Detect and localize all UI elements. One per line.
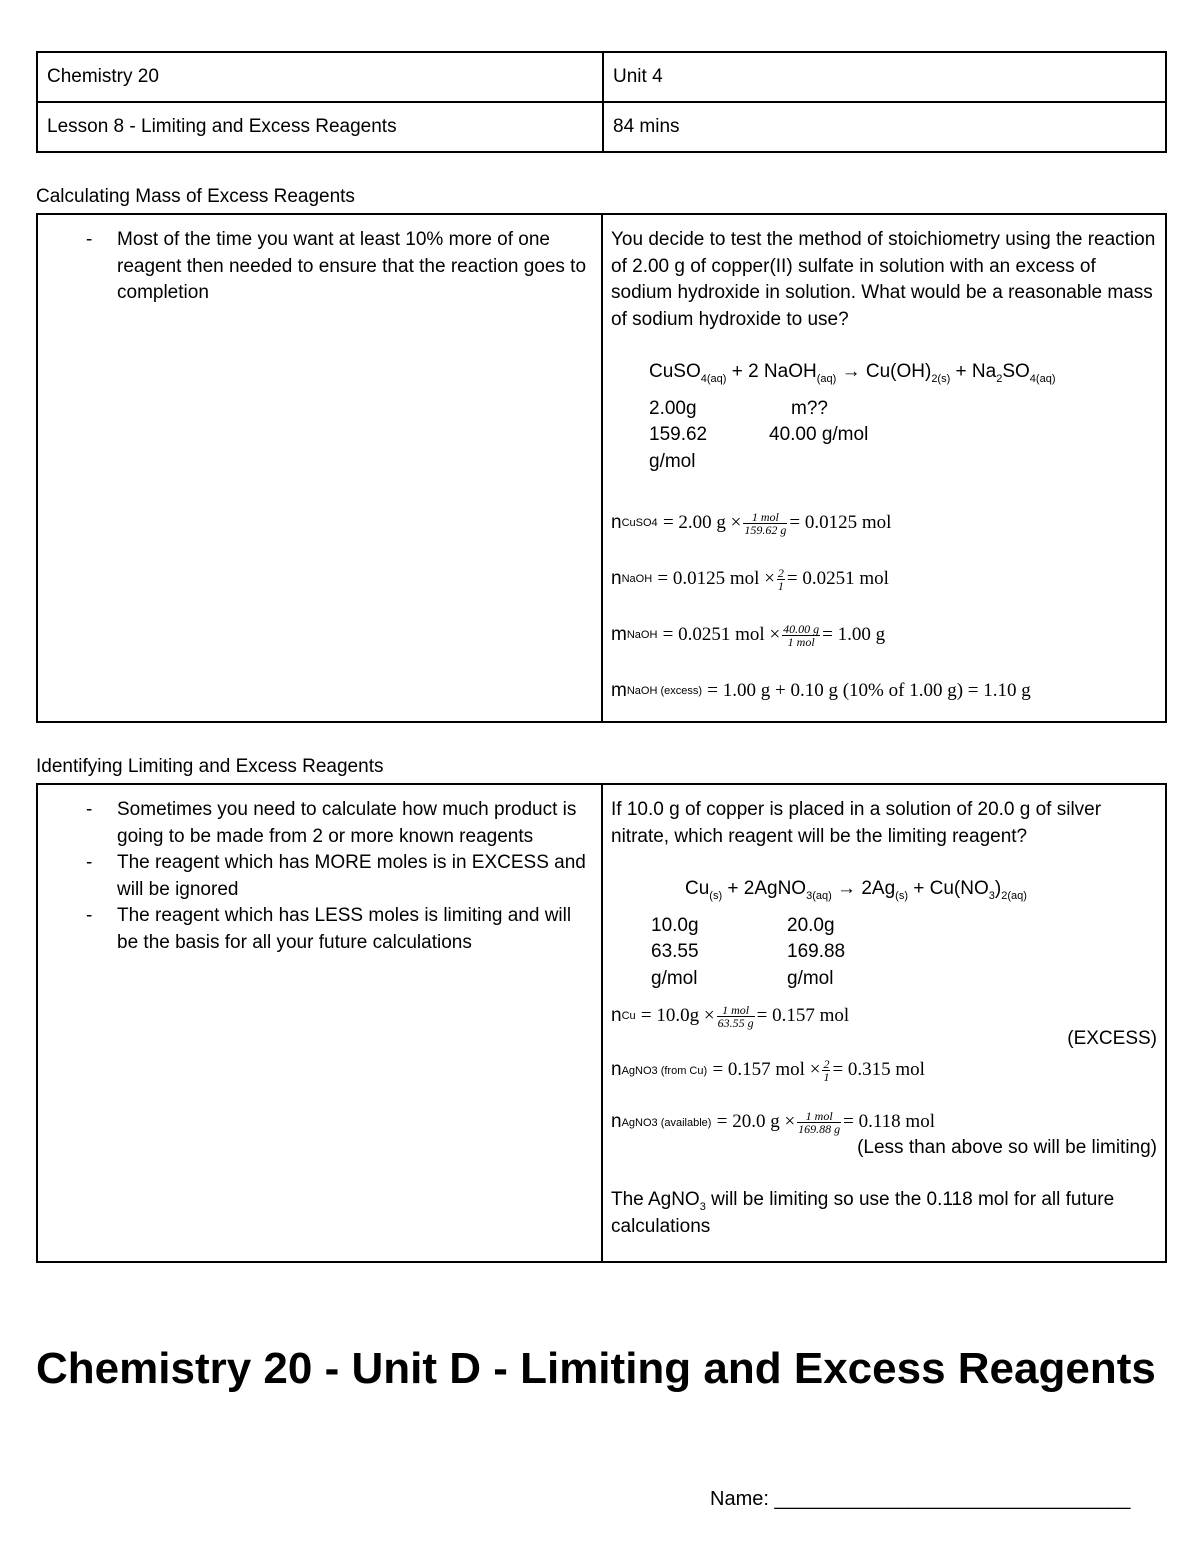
conclusion-text: The AgNO$_3$ will be limiting so use the 0.118 mol for all future calculations [611,1189,1115,1237]
course-cell: Chemistry 20 [37,52,603,102]
note-bullet: - Sometimes you need to calculate how much product is going to be made from 2 or more known reagents [46,797,593,850]
given-values: 2.00g m?? 159.62 40.00 g/mol g/mol [649,397,869,472]
name-field[interactable]: Name: ________________________________ [710,1488,1131,1510]
given-values: 10.0g 20.0g 63.55 169.88 g/mol g/mol [651,914,846,989]
question-text: If 10.0 g of copper is placed in a solution of 20.0 g of silver nitrate, which reagent will be the limiting reagent? [611,799,1102,847]
chemical-equation: CuSO$_{4(aq)}$ + 2 NaOH$_{(aq)}$ → $Cu(OH)_{2(s)} + Na_2SO_{4(aq)}$ [649,361,1056,385]
calc-n-agno3-available: n AgNO3 (available) = 20.0 g × $\frac{\text{1 mol}}{169.88 g}$ = 0.118 mol [611,1109,935,1136]
limiting-note: (Less than above so will be limiting) [857,1136,1157,1158]
document-title: Chemistry 20 - Unit D - Limiting and Excess Reagents [36,1344,1156,1393]
calc-n-cu: n Cu = 10.0g × $\frac{\text{1 mol}}{63.55 g}$ = 0.157 mol [611,1002,850,1030]
lesson-cell: Lesson 8 - Limiting and Excess Reagents [37,102,603,152]
unit-cell: Unit 4 [603,52,1166,102]
chemical-equation: $Cu_{(s)}$ + 2AgNO$_{3(aq)}$ → $2Ag_{(s)} + Cu(NO_3)_{2(aq)}$ [685,878,1027,902]
note-bullet: - Most of the time you want at least 10% more of one reagent then needed to ensure that the reaction goes to completion [46,227,593,307]
question-text: You decide to test the method of stoichiometry using the reaction of 2.00 g of copper(II) sulfate in solution with an excess of sodium hydroxide in solution. What would be a reasonable mass of sodium hydroxide to use? [611,229,1156,330]
header-table [36,51,1167,153]
calc-m-naoh-excess: m NaOH (excess) = 1.00 g + 0.10 g (10% of 1.00 g) = 1.10 g [611,679,1031,701]
worksheet-page [36,51,1167,1263]
section1-title: Calculating Mass of Excess Reagents [36,186,355,207]
calc-n-agno3-from-cu: n AgNO3 (from Cu) = 0.157 mol × $\frac{2}{1}$ = 0.315 mol [611,1057,925,1084]
calc-n-naoh: n NaOH = 0.0125 mol × $\frac{2}{1}$ = 0.0251 mol [611,565,889,593]
section1-table [36,213,1167,723]
calc-m-naoh: m NaOH = 0.0251 mol × $\frac{40.00 g}{\text{1 mol}}$ = 1.00 g [611,621,886,649]
section2-notes [37,784,602,1262]
calc-n-cuso4: n CuSO4 = 2.00 g × $\frac{\text{1 mol}}{159.62 g}$ = 0.0125 mol [611,509,892,537]
section1-notes [37,214,602,722]
note-bullet: - The reagent which has MORE moles is in EXCESS and will be ignored [46,850,593,903]
note-bullet: - The reagent which has LESS moles is limiting and will be the basis for all your future calculations [46,903,593,956]
excess-note: (EXCESS) [1067,1028,1157,1049]
section1-example [602,214,1166,722]
duration-cell: 84 mins [603,102,1166,152]
section2-title: Identifying Limiting and Excess Reagents [36,756,384,777]
section2-example [602,784,1166,1262]
section2-table [36,783,1167,1263]
